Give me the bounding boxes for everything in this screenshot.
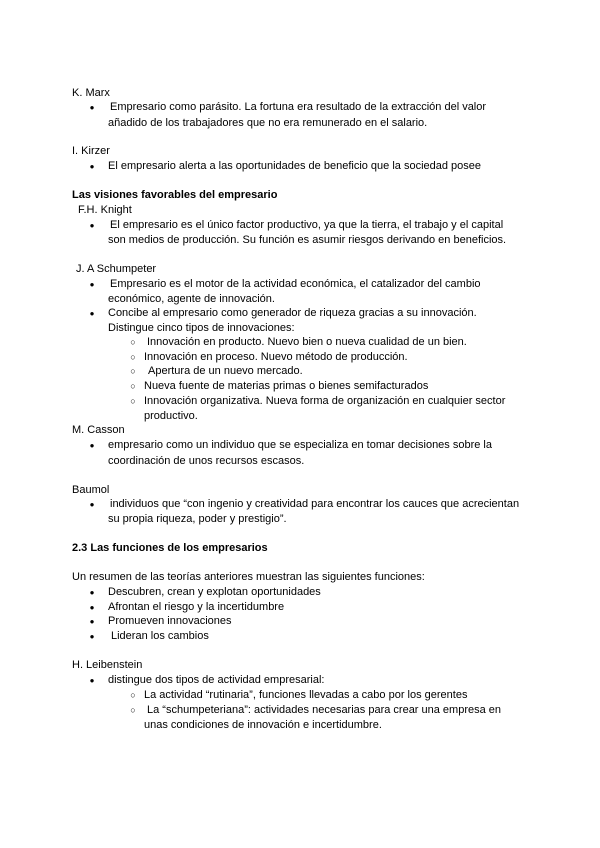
leibenstein-sub2-line2: unas condiciones de innovación e incertidumbre. — [144, 719, 382, 731]
summary-item: Afrontan el riesgo y la incertidumbre — [108, 601, 285, 613]
bullet-disc: ● — [89, 441, 95, 450]
bullet-circle: ○ — [130, 352, 136, 362]
schumpeter-item2-line2: Distingue cinco tipos de innovaciones: — [108, 322, 295, 334]
schumpeter-item1-line2: económico, agente de innovación. — [108, 293, 275, 305]
bullet-circle: ○ — [130, 337, 136, 347]
baumol-item-line2: su propia riqueza, poder y prestigio”. — [108, 513, 287, 525]
bullet-disc: ● — [89, 309, 95, 318]
summary-intro: Un resumen de las teorías anteriores muestran las siguientes funciones: — [72, 571, 425, 583]
bullet-disc: ● — [89, 162, 95, 171]
bullet-disc: ● — [89, 500, 95, 509]
leibenstein-sub1: La actividad “rutinaria”, funciones llevadas a cabo por los gerentes — [144, 689, 468, 701]
section-heading: 2.3 Las funciones de los empresarios — [72, 542, 268, 554]
bullet-circle: ○ — [130, 396, 136, 406]
knight-item-line2: son medios de producción. Su función es asumir riesgos derivando en beneficios. — [108, 234, 507, 246]
bullet-disc: ● — [89, 632, 95, 641]
bullet-disc: ● — [89, 588, 95, 597]
bullet-circle: ○ — [130, 690, 136, 700]
bullet-disc: ● — [89, 676, 95, 685]
casson-item-line2: coordinación de unos recursos escasos. — [108, 455, 305, 467]
bullet-disc: ● — [89, 603, 95, 612]
schumpeter-item2-line1: Concibe al empresario como generador de riqueza gracias a su innovación. — [108, 307, 477, 319]
author-kirzer: I. Kirzer — [72, 145, 110, 157]
favorable-heading: Las visiones favorables del empresario — [72, 189, 278, 201]
baumol-item-line1: individuos que “con ingenio y creatividad para encontrar los cauces que acrecientan — [110, 498, 520, 510]
schumpeter-sub3: Apertura de un nuevo mercado. — [148, 365, 303, 377]
author-schumpeter: J. A Schumpeter — [76, 263, 157, 275]
summary-item: Promueven innovaciones — [108, 615, 232, 627]
bullet-disc: ● — [89, 280, 95, 289]
author-leibenstein: H. Leibenstein — [72, 659, 143, 671]
kirzer-item: El empresario alerta a las oportunidades de beneficio que la sociedad posee — [108, 160, 482, 172]
author-baumol: Baumol — [72, 484, 110, 496]
author-casson: M. Casson — [72, 424, 125, 436]
marx-item-line2: añadido de los trabajadores que no era remunerado en el salario. — [108, 117, 428, 129]
author-knight: F.H. Knight — [78, 204, 132, 216]
schumpeter-sub5-line2: productivo. — [144, 410, 198, 422]
schumpeter-sub2: Innovación en proceso. Nuevo método de producción. — [144, 351, 408, 363]
knight-item-line1: El empresario es el único factor productivo, ya que la tierra, el trabajo y el capital — [110, 219, 504, 231]
schumpeter-sub4: Nueva fuente de materias primas o bienes semifacturados — [144, 380, 429, 392]
bullet-circle: ○ — [130, 705, 136, 715]
author-marx: K. Marx — [72, 87, 110, 99]
schumpeter-item1-line1: Empresario es el motor de la actividad económica, el catalizador del cambio — [110, 278, 481, 290]
casson-item-line1: empresario como un individuo que se especializa en tomar decisiones sobre la — [108, 439, 492, 451]
bullet-disc: ● — [89, 221, 95, 230]
bullet-circle: ○ — [130, 366, 136, 376]
marx-item-line1: Empresario como parásito. La fortuna era resultado de la extracción del valor — [110, 101, 487, 113]
bullet-disc: ● — [89, 103, 95, 112]
leibenstein-sub2-line1: La “schumpeteriana”: actividades necesarias para crear una empresa en — [147, 704, 502, 716]
schumpeter-sub1: Innovación en producto. Nuevo bien o nueva cualidad de un bien. — [147, 336, 467, 348]
leibenstein-item: distingue dos tipos de actividad empresarial: — [108, 674, 325, 686]
bullet-disc: ● — [89, 617, 95, 626]
schumpeter-sub5-line1: Innovación organizativa. Nueva forma de organización en cualquier sector — [144, 395, 506, 407]
bullet-circle: ○ — [130, 381, 136, 391]
summary-item: Descubren, crean y explotan oportunidades — [108, 586, 321, 598]
summary-item: Lideran los cambios — [111, 630, 209, 642]
